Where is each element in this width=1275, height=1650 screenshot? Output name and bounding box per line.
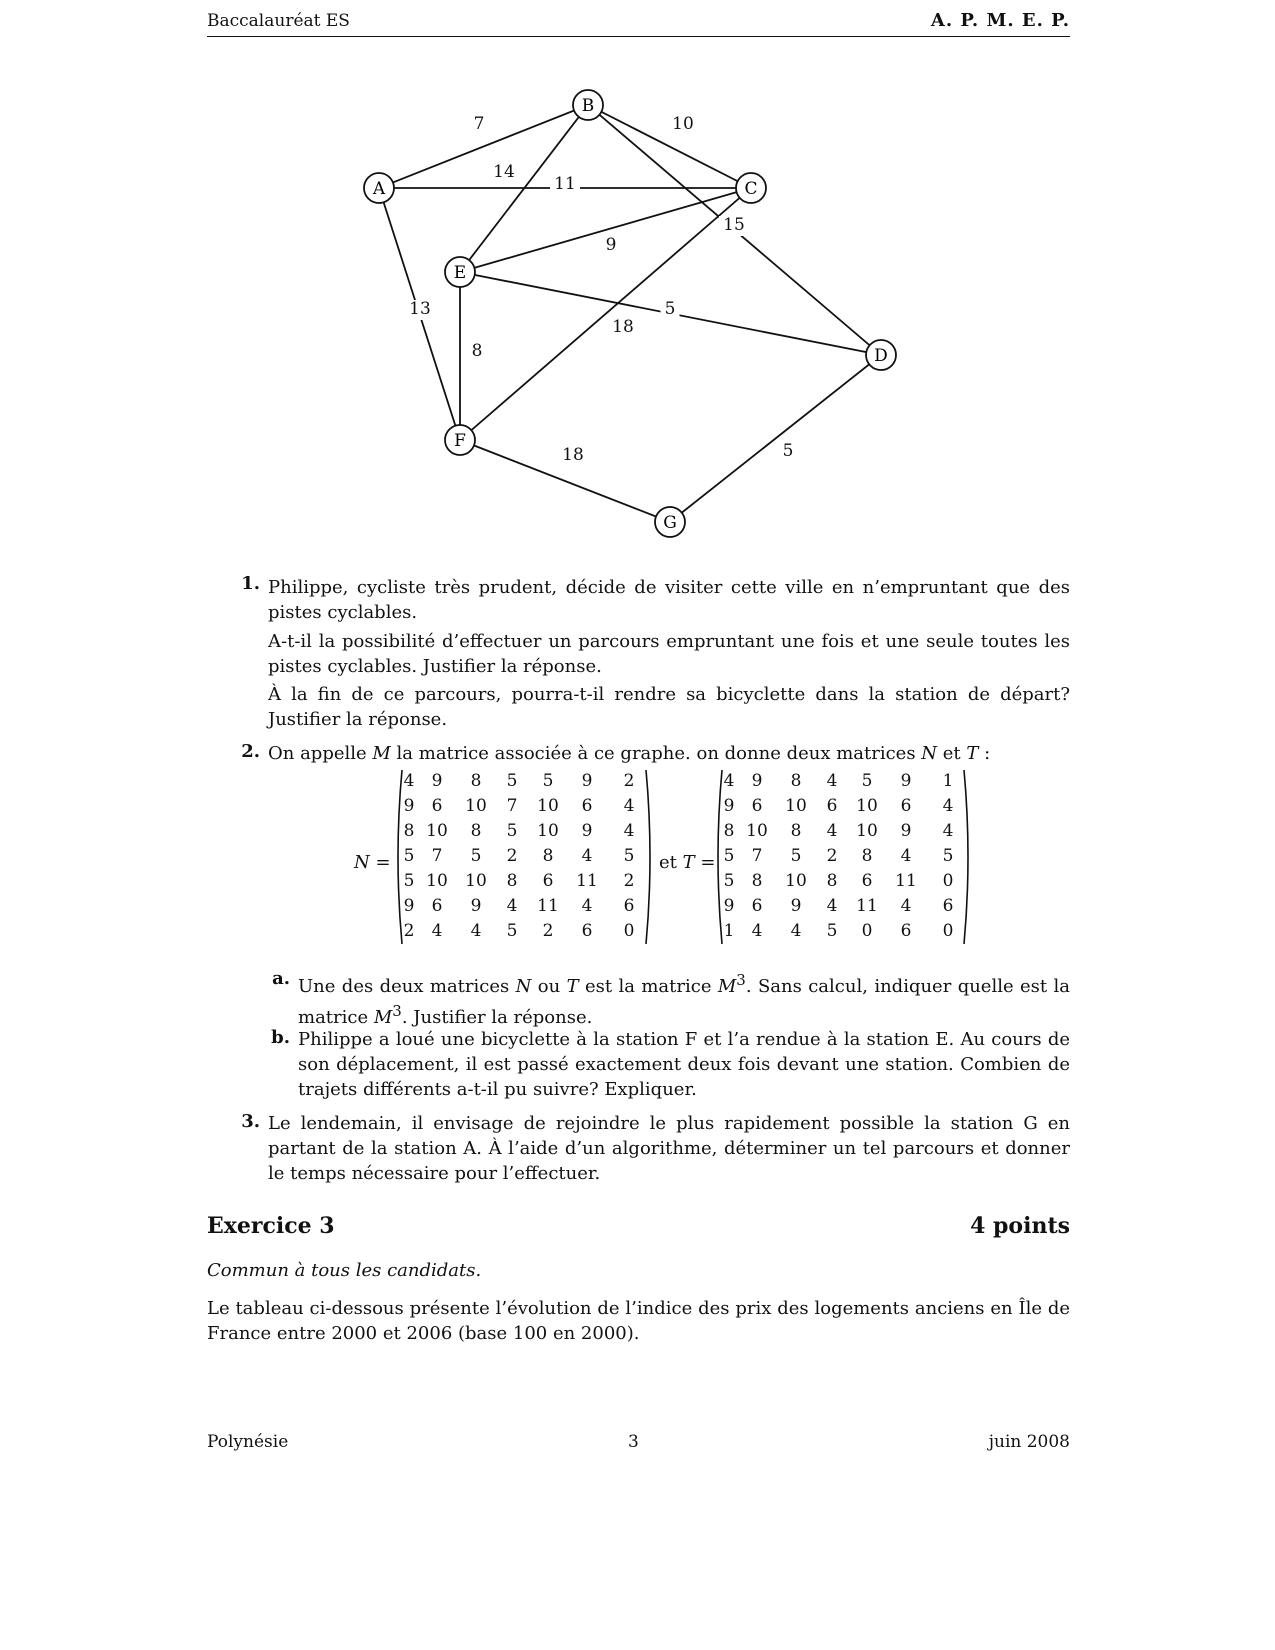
q2a-t: T bbox=[566, 976, 579, 997]
mat-n-row bbox=[400, 768, 652, 793]
mat-t-cell: 6 bbox=[900, 795, 912, 816]
matrix-n-right-paren bbox=[645, 768, 655, 946]
matrix-n-left-paren bbox=[393, 768, 403, 946]
mat-t-cell: 9 bbox=[790, 895, 802, 916]
mat-n-cell: 9 bbox=[403, 795, 415, 816]
mat-t-cell: 6 bbox=[861, 870, 873, 891]
mat-t-cell: 9 bbox=[723, 795, 735, 816]
mat-t-cell: 7 bbox=[751, 845, 763, 866]
weight-c-e: 9 bbox=[605, 235, 617, 255]
mat-t-cell: 5 bbox=[942, 845, 954, 866]
matrix-n bbox=[396, 768, 652, 946]
mat-t-cell: 10 bbox=[785, 870, 807, 891]
mat-t-cell: 6 bbox=[826, 795, 838, 816]
mat-t-cell: 0 bbox=[942, 870, 954, 891]
mat-t-cell: 5 bbox=[723, 845, 735, 866]
mat-n-cell: 10 bbox=[465, 795, 487, 816]
mat-n-cell: 5 bbox=[403, 870, 415, 891]
mat-n-cell: 0 bbox=[623, 920, 635, 941]
mat-n-cell: 5 bbox=[623, 845, 635, 866]
q2a-text bbox=[298, 968, 1070, 1030]
q2a-t5: . Justifier la réponse. bbox=[401, 1007, 593, 1028]
q2-text-c: et bbox=[937, 743, 967, 764]
q2-var-n: N bbox=[921, 743, 938, 764]
q2a-m1: M bbox=[717, 976, 737, 997]
mat-n-cell: 10 bbox=[426, 820, 448, 841]
q2a-t2: ou bbox=[531, 976, 567, 997]
matrix-t-left-paren bbox=[713, 768, 723, 946]
vertex-label-f: F bbox=[454, 431, 466, 451]
mat-n-cell: 4 bbox=[581, 845, 593, 866]
mat-t-cell: 10 bbox=[785, 795, 807, 816]
q2a-exp1: 3 bbox=[736, 971, 746, 989]
mat-n-cell: 6 bbox=[623, 895, 635, 916]
q2-text-a: On appelle bbox=[268, 743, 373, 764]
graph-edges bbox=[379, 105, 881, 522]
exercise-subtitle: Commun à tous les candidats. bbox=[207, 1260, 482, 1281]
q3-text: Le lendemain, il envisage de rejoindre le plus rapidement possible la station G en partant de la station A. À l’aide d’un algorithme, déterminer un tel parcours et donner le temps nécessaire pour l’effectuer. bbox=[268, 1113, 1070, 1184]
mat-n-cell: 2 bbox=[403, 920, 415, 941]
mat-n-cell: 10 bbox=[537, 820, 559, 841]
mat-n-cell: 5 bbox=[542, 770, 554, 791]
weight-a-f: 13 bbox=[409, 299, 431, 319]
matrix-n-label-var: N bbox=[354, 852, 370, 873]
matrix-t-table bbox=[720, 768, 970, 943]
mat-t-cell: 8 bbox=[751, 870, 763, 891]
q3-number: 3. bbox=[241, 1111, 260, 1132]
q1-paragraph-3: À la fin de ce parcours, pourra-t-il rendre sa bicyclette dans la station de départ? Justifier la réponse. bbox=[268, 684, 1070, 730]
mat-n-cell: 4 bbox=[623, 820, 635, 841]
mat-t-cell: 4 bbox=[826, 770, 838, 791]
matrix-t-right-paren bbox=[963, 768, 973, 946]
weight-d-g: 5 bbox=[782, 441, 794, 461]
vertex-label-d: D bbox=[874, 346, 888, 366]
mat-n-cell: 4 bbox=[431, 920, 443, 941]
mat-t-cell: 2 bbox=[826, 845, 838, 866]
q2a-t4: . Sans calcul, indiquer quelle est la matrice bbox=[298, 976, 1070, 1028]
graph-weights bbox=[405, 114, 798, 466]
mat-n-cell: 2 bbox=[542, 920, 554, 941]
mat-t-cell: 5 bbox=[826, 920, 838, 941]
mat-t-cell: 4 bbox=[723, 770, 735, 791]
weight-e-f: 8 bbox=[471, 341, 483, 361]
mat-t-row bbox=[720, 868, 970, 893]
mat-n-cell: 5 bbox=[506, 770, 518, 791]
mat-n-cell: 5 bbox=[506, 920, 518, 941]
q2a-m2: M bbox=[373, 1007, 393, 1028]
mat-t-cell: 8 bbox=[723, 820, 735, 841]
q1-number: 1. bbox=[241, 573, 260, 594]
matrix-t-label-var: T bbox=[682, 852, 695, 873]
mat-n-row bbox=[400, 918, 652, 943]
mat-n-cell: 8 bbox=[506, 870, 518, 891]
mat-t-cell: 5 bbox=[790, 845, 802, 866]
mat-t-row bbox=[720, 893, 970, 918]
edge-c-f bbox=[460, 188, 751, 440]
q2a-number: a. bbox=[272, 968, 290, 989]
q2-text-b: la matrice associée à ce graphe. on donne deux matrices bbox=[390, 743, 922, 764]
weight-b-c: 10 bbox=[672, 114, 694, 134]
mat-n-cell: 9 bbox=[470, 895, 482, 916]
mat-t-cell: 4 bbox=[942, 795, 954, 816]
mat-n-cell: 5 bbox=[470, 845, 482, 866]
mat-n-row bbox=[400, 793, 652, 818]
mat-n-cell: 9 bbox=[403, 895, 415, 916]
vertex-label-b: B bbox=[581, 96, 595, 116]
q1-paragraph-1: Philippe, cycliste très prudent, décide de visiter cette ville en n’empruntant que des pistes cyclables. bbox=[268, 577, 1070, 623]
mat-n-cell: 2 bbox=[506, 845, 518, 866]
mat-n-cell: 4 bbox=[581, 895, 593, 916]
mat-t-cell: 10 bbox=[746, 820, 768, 841]
matrix-t-label-eq: = bbox=[694, 852, 716, 873]
mat-n-cell: 4 bbox=[623, 795, 635, 816]
mat-t-cell: 4 bbox=[900, 845, 912, 866]
mat-t-cell: 8 bbox=[790, 770, 802, 791]
q2a-n: N bbox=[515, 976, 532, 997]
mat-t-cell: 4 bbox=[751, 920, 763, 941]
mat-n-cell: 4 bbox=[506, 895, 518, 916]
q1-paragraph-2: A-t-il la possibilité d’effectuer un parcours empruntant une fois et une seule toutes les pistes cyclables. Justifier la réponse. bbox=[268, 631, 1070, 677]
mat-n-cell: 9 bbox=[431, 770, 443, 791]
mat-t-cell: 8 bbox=[826, 870, 838, 891]
weight-e-d: 5 bbox=[664, 299, 676, 319]
mat-n-cell: 9 bbox=[581, 820, 593, 841]
mat-t-cell: 6 bbox=[942, 895, 954, 916]
mat-n-cell: 6 bbox=[581, 920, 593, 941]
matrix-t-label-pre: et bbox=[659, 852, 683, 873]
matrix-t bbox=[716, 768, 970, 946]
q2-text bbox=[268, 741, 1070, 766]
graph-vertices bbox=[364, 90, 896, 537]
mat-t-cell: 9 bbox=[900, 770, 912, 791]
mat-n-cell: 7 bbox=[431, 845, 443, 866]
q2b-text: Philippe a loué une bicyclette à la station F et l’a rendue à la station E. Au cours de son déplacement, il est passé exactement deux fois devant une station. Combien de trajets différents a-t-il pu suivre? Expliquer. bbox=[298, 1029, 1070, 1100]
mat-n-cell: 4 bbox=[470, 920, 482, 941]
q2-var-m: M bbox=[372, 743, 391, 764]
mat-t-row bbox=[720, 768, 970, 793]
mat-n-cell: 8 bbox=[403, 820, 415, 841]
mat-t-cell: 1 bbox=[723, 920, 735, 941]
mat-t-cell: 11 bbox=[856, 895, 878, 916]
mat-n-cell: 8 bbox=[470, 820, 482, 841]
mat-n-cell: 4 bbox=[403, 770, 415, 791]
q2a-t3: est la matrice bbox=[578, 976, 718, 997]
mat-n-cell: 8 bbox=[470, 770, 482, 791]
exercise-title: Exercice 3 bbox=[207, 1213, 335, 1239]
mat-n-cell: 10 bbox=[426, 870, 448, 891]
q2b-number: b. bbox=[271, 1027, 290, 1048]
q2a-t1: Une des deux matrices bbox=[298, 976, 516, 997]
mat-n-cell: 5 bbox=[506, 820, 518, 841]
mat-n-cell: 6 bbox=[542, 870, 554, 891]
q2-number: 2. bbox=[241, 741, 260, 762]
mat-t-cell: 5 bbox=[861, 770, 873, 791]
mat-t-cell: 9 bbox=[751, 770, 763, 791]
mat-n-row bbox=[400, 893, 652, 918]
edge-c-e bbox=[460, 188, 751, 272]
mat-t-cell: 8 bbox=[861, 845, 873, 866]
mat-t-cell: 1 bbox=[942, 770, 954, 791]
vertex-label-c: C bbox=[744, 179, 758, 199]
mat-t-cell: 4 bbox=[900, 895, 912, 916]
header-left: Baccalauréat ES bbox=[207, 11, 350, 31]
mat-t-cell: 10 bbox=[856, 820, 878, 841]
mat-t-cell: 6 bbox=[900, 920, 912, 941]
mat-n-cell: 6 bbox=[431, 895, 443, 916]
mat-n-row bbox=[400, 818, 652, 843]
weight-b-e: 14 bbox=[493, 162, 515, 182]
footer-page-number: 3 bbox=[628, 1432, 639, 1452]
mat-n-cell: 11 bbox=[537, 895, 559, 916]
weight-a-c: 11 bbox=[554, 174, 576, 194]
mat-n-cell: 11 bbox=[576, 870, 598, 891]
mat-t-row bbox=[720, 918, 970, 943]
mat-t-cell: 9 bbox=[900, 820, 912, 841]
matrix-t-label bbox=[659, 852, 715, 873]
mat-t-cell: 11 bbox=[895, 870, 917, 891]
mat-t-cell: 9 bbox=[723, 895, 735, 916]
mat-t-cell: 4 bbox=[826, 895, 838, 916]
weight-f-g: 18 bbox=[562, 445, 584, 465]
mat-t-cell: 6 bbox=[751, 895, 763, 916]
mat-n-cell: 2 bbox=[623, 870, 635, 891]
mat-t-cell: 0 bbox=[861, 920, 873, 941]
footer-left: Polynésie bbox=[207, 1432, 289, 1452]
weight-a-b: 7 bbox=[473, 114, 485, 134]
mat-n-cell: 10 bbox=[465, 870, 487, 891]
weight-c-f: 18 bbox=[612, 317, 634, 337]
mat-t-cell: 4 bbox=[942, 820, 954, 841]
mat-n-cell: 6 bbox=[431, 795, 443, 816]
footer-right: juin 2008 bbox=[988, 1432, 1070, 1452]
mat-t-cell: 5 bbox=[723, 870, 735, 891]
mat-n-cell: 7 bbox=[506, 795, 518, 816]
vertex-label-g: G bbox=[663, 513, 677, 533]
matrix-n-label-eq: = bbox=[369, 852, 391, 873]
mat-n-row bbox=[400, 843, 652, 868]
q2-var-t: T bbox=[966, 743, 979, 764]
mat-t-cell: 0 bbox=[942, 920, 954, 941]
mat-t-cell: 8 bbox=[790, 820, 802, 841]
mat-n-cell: 9 bbox=[581, 770, 593, 791]
mat-n-cell: 2 bbox=[623, 770, 635, 791]
mat-t-row bbox=[720, 818, 970, 843]
mat-t-cell: 6 bbox=[751, 795, 763, 816]
mat-t-cell: 4 bbox=[826, 820, 838, 841]
q2a-exp2: 3 bbox=[392, 1002, 402, 1020]
mat-t-row bbox=[720, 793, 970, 818]
mat-n-cell: 8 bbox=[542, 845, 554, 866]
mat-t-cell: 10 bbox=[856, 795, 878, 816]
mat-n-row bbox=[400, 868, 652, 893]
exercise-intro: Le tableau ci-dessous présente l’évolution de l’indice des prix des logements anciens en Île de France entre 2000 et 2006 (base 100 en 2000). bbox=[207, 1298, 1070, 1344]
matrix-n-table bbox=[400, 768, 652, 943]
mat-t-cell: 4 bbox=[790, 920, 802, 941]
matrix-n-label bbox=[354, 852, 391, 873]
mat-n-cell: 5 bbox=[403, 845, 415, 866]
vertex-label-e: E bbox=[453, 263, 467, 283]
edge-d-g bbox=[670, 355, 881, 522]
vertex-label-a: A bbox=[372, 179, 386, 199]
mat-n-cell: 10 bbox=[537, 795, 559, 816]
q2-text-d: : bbox=[978, 743, 991, 764]
mat-t-row bbox=[720, 843, 970, 868]
header-right: A. P. M. E. P. bbox=[930, 10, 1070, 31]
weight-b-d: 15 bbox=[723, 215, 745, 235]
exercise-points: 4 points bbox=[970, 1213, 1070, 1239]
station-graph bbox=[0, 0, 1275, 560]
mat-n-cell: 6 bbox=[581, 795, 593, 816]
